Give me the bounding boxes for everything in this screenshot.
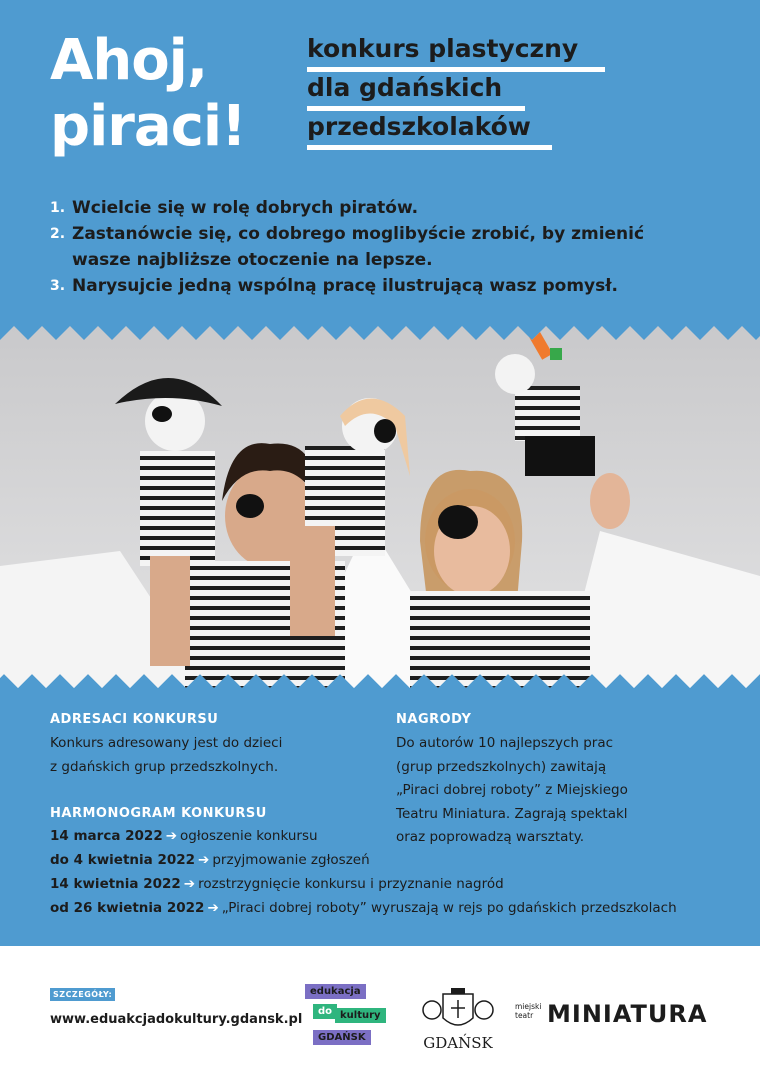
man-eyepatch [236,494,264,518]
subtitle-line: konkurs plastyczny [307,34,578,73]
underline-bar [307,145,552,150]
nagrody-text: Do autorów 10 najlepszych prac (grup przedszkolnych) zawitają „Piraci dobrej roboty” z Miejskiego Teatru Miniatura. Zagrają spektakl oraz poprowadzą warsztaty. [396,735,628,845]
crest-icon [418,988,498,1034]
puppet-left-patch [152,406,172,422]
subtitle [307,34,578,151]
man-arm [150,556,190,666]
puppet-left-body [140,451,215,566]
subtitle-line: przedszkolaków [307,112,578,151]
nagrody-heading: NAGRODY [396,712,472,727]
puppet-right-head [495,354,535,394]
schedule-row: do 4 kwietnia 2022 ➔ przyjmowanie zgłoszeń [50,852,370,868]
step-item: 1. Wcielcie się w rolę dobrych piratów. [50,198,419,218]
poster-title [50,28,246,160]
adresaci-heading: ADRESACI KONKURSU [50,712,219,727]
schedule-list [50,824,677,920]
website-link[interactable]: www.eduakcjadokultury.gdansk.pl [50,1012,303,1027]
arrow-icon: ➔ [183,876,196,892]
puppet-middle-patch [374,419,396,443]
underline-bar [307,67,605,72]
edukacja-do-kultury-logo: edukacja do kultury GDAŃSK [305,984,395,1054]
title-line-2: piraci! [50,94,246,159]
steps-list [50,195,700,299]
arrow-icon: ➔ [207,900,219,916]
adresaci-text: Konkurs adresowany jest do dzieci z gdańskich grup przedszkolnych. [50,735,283,775]
puppet-right-item-tip [550,348,562,360]
details-label: SZCZEGÓŁY: [50,988,115,1001]
footer: SZCZEGÓŁY: www.eduakcjadokultury.gdansk.pl edukacja do kultury GDAŃSK GDAŃSK miejski teatr MINIATURA [0,946,760,1075]
step-item: 2. Zastanówcie się, co dobrego moglibyście zrobić, by zmienić wasze najbliższe otoczenie na lepsze. [50,224,645,270]
man-arm [290,526,335,636]
subtitle-line: dla gdańskich [307,73,578,112]
step-item: 3. Narysujcie jedną wspólną pracę ilustrującą wasz pomysł. [50,276,619,296]
title-line-1: Ahoj, [50,28,208,93]
underline-bar [307,106,525,111]
puppet-photo [0,326,760,688]
woman-eyepatch [438,505,478,539]
woman-hand [590,473,630,529]
arrow-icon: ➔ [165,828,178,844]
woman-shirt [410,591,590,688]
arrow-icon: ➔ [198,852,210,868]
puppet-right-legs [525,436,595,476]
schedule-row: 14 kwietnia 2022 ➔ rozstrzygnięcie konkursu i przyznanie nagród [50,876,504,892]
schedule-row: od 26 kwietnia 2022 ➔ „Piraci dobrej roboty” wyruszają w rejs po gdańskich przedszkolach [50,900,677,916]
puppet-right-body [515,386,580,441]
gdansk-crest-logo: GDAŃSK [418,988,498,1058]
schedule-row: 14 marca 2022 ➔ ogłoszenie konkursu [50,828,318,844]
harmonogram-heading: HARMONOGRAM KONKURSU [50,806,267,821]
